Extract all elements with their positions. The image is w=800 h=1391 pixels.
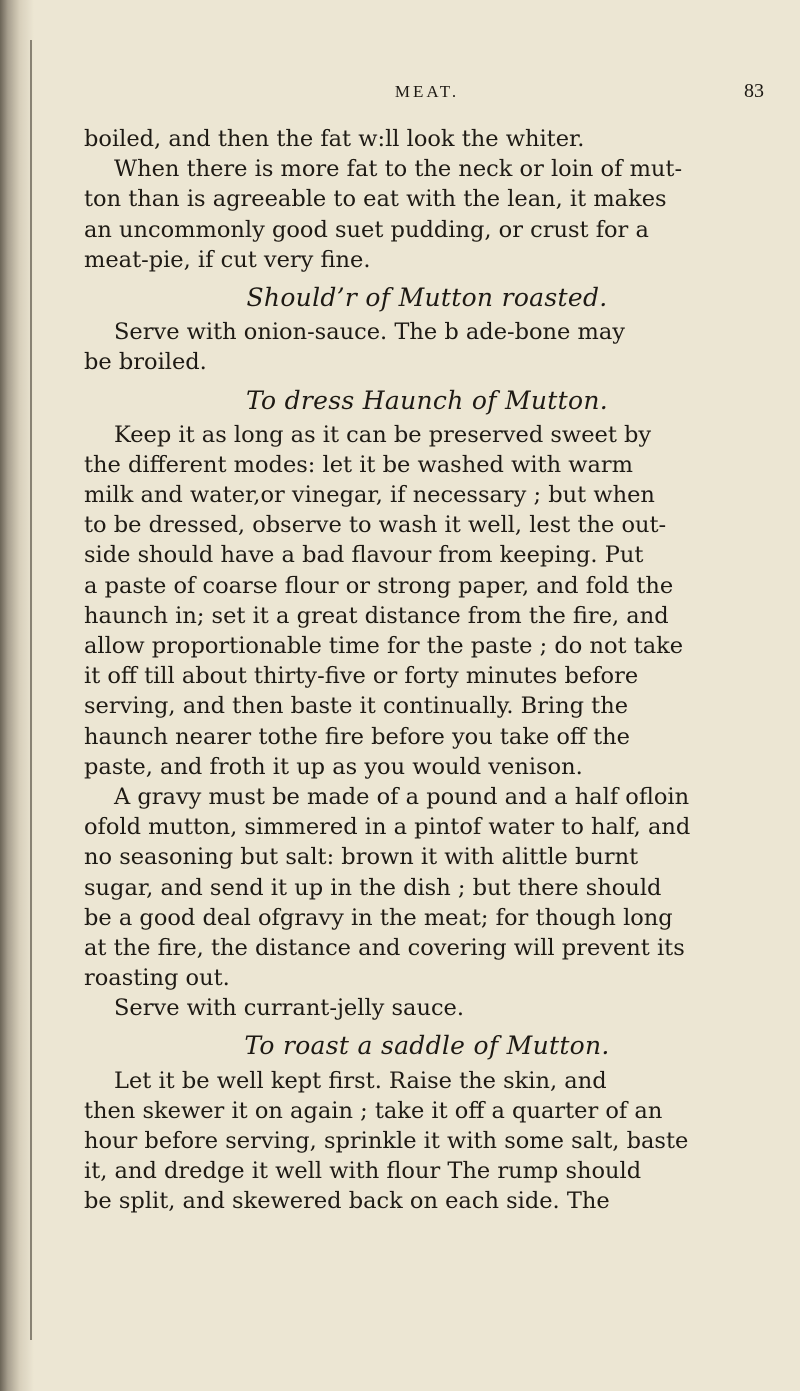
section-heading-haunch: To dress Haunch of Mutton. bbox=[246, 385, 608, 415]
page-number: 83 bbox=[744, 80, 764, 102]
text-line: to be dressed, observe to wash it well, lest the out- bbox=[84, 512, 667, 539]
running-title: MEAT. bbox=[394, 82, 460, 101]
text-line: the different modes: let it be washed with warm bbox=[84, 451, 633, 478]
text-line: Serve with onion-sauce. The b ade-bone may bbox=[114, 319, 625, 346]
text-line: meat-pie, if cut very fine. bbox=[84, 246, 371, 273]
page-binding-edge bbox=[0, 0, 34, 1391]
text-line: it, and dredge it well with flour The rump should bbox=[84, 1158, 642, 1185]
text-line: roasting out. bbox=[84, 965, 230, 992]
text-line: serving, and then baste it continually. Bring the bbox=[84, 693, 629, 720]
text-line: it off till about thirty-five or forty minutes before bbox=[84, 663, 639, 690]
text-line: ton than is agreeable to eat with the lean, it makes bbox=[84, 186, 667, 213]
section-heading-saddle: To roast a saddle of Mutton. bbox=[244, 1031, 610, 1061]
text-line: no seasoning but salt: brown it with alittle burnt bbox=[84, 844, 639, 871]
text-line: hour before serving, sprinkle it with some salt, baste bbox=[84, 1128, 689, 1154]
text-line: at the fire, the distance and covering will prevent its bbox=[84, 934, 685, 961]
binding-shadow-line bbox=[30, 40, 32, 1340]
text-line: A gravy must be made of a pound and a half ofloin bbox=[114, 783, 690, 810]
text-line: be broiled. bbox=[84, 349, 207, 376]
running-head bbox=[84, 82, 770, 112]
text-line: be a good deal ofgravy in the meat; for though long bbox=[84, 904, 673, 931]
page-body bbox=[84, 124, 770, 1217]
text-line: ofold mutton, simmered in a pintof water to half, and bbox=[84, 814, 691, 841]
text-line: Let it be well kept first. Raise the skin, and bbox=[114, 1067, 607, 1094]
text-line: boiled, and then the fat w:ll look the whiter. bbox=[84, 126, 585, 152]
text-line: haunch in; set it a great distance from the fire, and bbox=[84, 602, 669, 629]
text-line: paste, and froth it up as you would venison. bbox=[84, 753, 583, 780]
text-line: then skewer it on again ; take it off a quarter of an bbox=[84, 1097, 663, 1124]
text-line: Serve with currant-jelly sauce. bbox=[114, 995, 465, 1022]
section-heading-shoulder: Should’r of Mutton roasted. bbox=[246, 282, 608, 312]
text-line: side should have a bad flavour from keeping. Put bbox=[84, 542, 644, 569]
text-line: allow proportionable time for the paste ; do not take bbox=[84, 633, 684, 659]
text-line: a paste of coarse flour or strong paper, and fold the bbox=[84, 572, 674, 599]
text-line: an uncommonly good suet pudding, or crust for a bbox=[84, 216, 649, 243]
text-line: milk and water,or vinegar, if necessary ; but when bbox=[84, 482, 655, 509]
text-line: When there is more fat to the neck or loin of mut- bbox=[114, 156, 683, 183]
text-line: sugar, and send it up in the dish ; but there should bbox=[84, 874, 662, 901]
text-line: be split, and skewered back on each side. The bbox=[84, 1188, 610, 1215]
text-line: haunch nearer tothe fire before you take off the bbox=[84, 723, 630, 750]
text-line: Keep it as long as it can be preserved sweet by bbox=[114, 421, 652, 448]
